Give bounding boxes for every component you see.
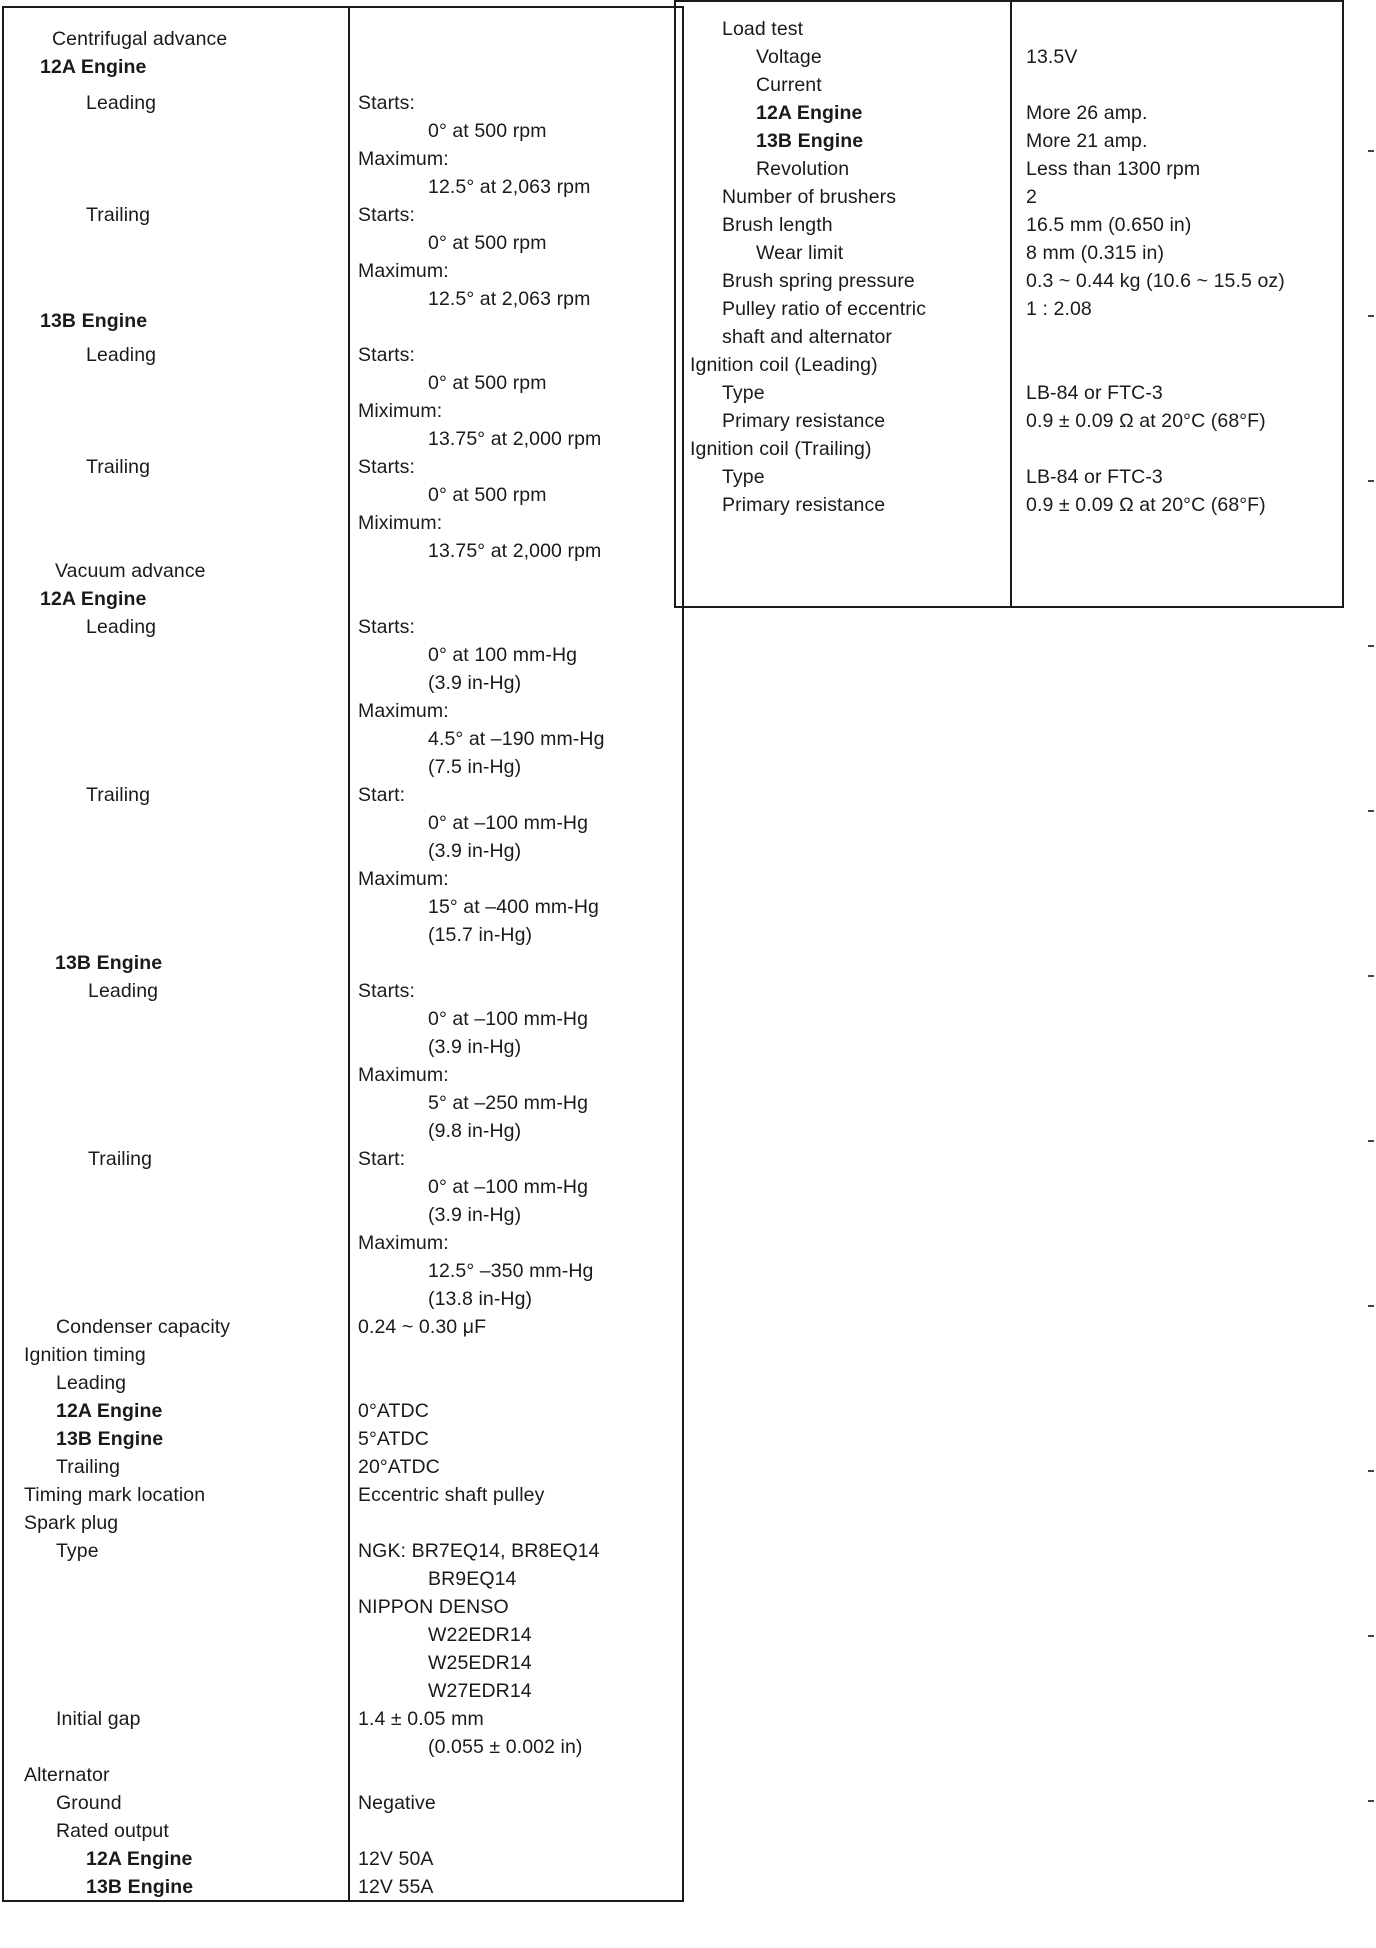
- left-spec-value: Start:: [358, 1148, 406, 1170]
- left-spec-label: Trailing: [86, 784, 151, 806]
- left-spec-value: 0° at 500 rpm: [428, 372, 547, 394]
- right-spec-label: 13B Engine: [756, 130, 864, 152]
- left-spec-value: Maximum:: [358, 700, 449, 722]
- left-spec-label: 13B Engine: [56, 1428, 164, 1450]
- left-spec-value: (15.7 in-Hg): [428, 924, 533, 946]
- left-spec-value: 5°ATDC: [358, 1428, 429, 1450]
- right-spec-value: 8 mm (0.315 in): [1026, 242, 1165, 264]
- right-spec-value: 16.5 mm (0.650 in): [1026, 214, 1192, 236]
- left-spec-value: 15° at –400 mm-Hg: [428, 896, 599, 918]
- right-spec-label: Type: [722, 466, 765, 488]
- left-spec-label: 12A Engine: [56, 1400, 163, 1422]
- left-spec-value: W25EDR14: [428, 1652, 532, 1674]
- right-spec-value: 2: [1026, 186, 1037, 208]
- right-spec-label: Voltage: [756, 46, 822, 68]
- left-spec-label: Trailing: [86, 204, 151, 226]
- right-spec-label: 12A Engine: [756, 102, 863, 124]
- left-spec-value: 13.75° at 2,000 rpm: [428, 540, 602, 562]
- left-spec-value: 0°ATDC: [358, 1400, 429, 1422]
- left-spec-value: 13.75° at 2,000 rpm: [428, 428, 602, 450]
- left-spec-value: 0° at 500 rpm: [428, 232, 547, 254]
- left-spec-value: Maximum:: [358, 148, 449, 170]
- left-spec-value: (9.8 in-Hg): [428, 1120, 522, 1142]
- left-spec-value: NGK: BR7EQ14, BR8EQ14: [358, 1540, 600, 1562]
- right-spec-value: 13.5V: [1026, 46, 1078, 68]
- left-spec-label: Leading: [86, 616, 157, 638]
- left-spec-value: (3.9 in-Hg): [428, 1036, 522, 1058]
- left-spec-value: (13.8 in-Hg): [428, 1288, 533, 1310]
- right-spec-value: More 26 amp.: [1026, 102, 1148, 124]
- left-spec-label: Initial gap: [56, 1708, 141, 1730]
- left-spec-label: Leading: [88, 980, 159, 1002]
- left-spec-value: 12.5° at 2,063 rpm: [428, 176, 591, 198]
- left-spec-value: 0° at 500 rpm: [428, 120, 547, 142]
- left-spec-value: Starts:: [358, 980, 416, 1002]
- left-spec-label: 12A Engine: [40, 588, 147, 610]
- left-spec-value: Maximum:: [358, 260, 449, 282]
- left-spec-value: (0.055 ± 0.002 in): [428, 1736, 583, 1758]
- right-spec-label: Current: [756, 74, 822, 96]
- left-spec-label: Vacuum advance: [55, 560, 206, 582]
- left-spec-value: NIPPON DENSO: [358, 1596, 509, 1618]
- left-spec-label: Spark plug: [24, 1512, 119, 1534]
- left-spec-value: Maximum:: [358, 868, 449, 890]
- left-spec-label: 13B Engine: [86, 1876, 194, 1898]
- right-spec-value: More 21 amp.: [1026, 130, 1148, 152]
- right-spec-label: Brush spring pressure: [722, 270, 915, 292]
- right-spec-value: 0.9 ± 0.09 Ω at 20°C (68°F): [1026, 410, 1266, 432]
- right-spec-label: Revolution: [756, 158, 850, 180]
- left-spec-value: 4.5° at –190 mm-Hg: [428, 728, 605, 750]
- left-spec-value: Miximum:: [358, 400, 443, 422]
- left-spec-value: (3.9 in-Hg): [428, 672, 522, 694]
- left-spec-value: 5° at –250 mm-Hg: [428, 1092, 589, 1114]
- left-spec-value: (3.9 in-Hg): [428, 1204, 522, 1226]
- left-spec-value: Starts:: [358, 344, 416, 366]
- left-table-column-divider: [348, 8, 350, 1900]
- left-spec-label: Condenser capacity: [56, 1316, 231, 1338]
- left-spec-value: Maximum:: [358, 1232, 449, 1254]
- left-spec-value: 0° at –100 mm-Hg: [428, 1008, 589, 1030]
- left-spec-value: Miximum:: [358, 512, 443, 534]
- left-spec-label: 12A Engine: [40, 56, 147, 78]
- right-spec-label: Type: [722, 382, 765, 404]
- left-spec-value: 12V 55A: [358, 1876, 434, 1898]
- right-spec-label: Brush length: [722, 214, 833, 236]
- left-spec-label: Leading: [86, 92, 157, 114]
- left-spec-value: 0° at 500 rpm: [428, 484, 547, 506]
- left-spec-value: 12V 50A: [358, 1848, 434, 1870]
- right-table-column-divider: [1010, 2, 1012, 606]
- right-spec-label: Primary resistance: [722, 494, 886, 516]
- right-spec-label: shaft and alternator: [722, 326, 893, 348]
- right-spec-value: LB-84 or FTC-3: [1026, 466, 1163, 488]
- left-spec-value: Negative: [358, 1792, 436, 1814]
- left-spec-label: 13B Engine: [40, 310, 148, 332]
- left-spec-value: 0° at 100 mm-Hg: [428, 644, 578, 666]
- left-spec-value: (3.9 in-Hg): [428, 840, 522, 862]
- left-spec-value: 0° at –100 mm-Hg: [428, 812, 589, 834]
- left-spec-value: Eccentric shaft pulley: [358, 1484, 545, 1506]
- left-spec-value: 0° at –100 mm-Hg: [428, 1176, 589, 1198]
- left-spec-value: Starts:: [358, 92, 416, 114]
- left-spec-label: 13B Engine: [55, 952, 163, 974]
- left-spec-value: (7.5 in-Hg): [428, 756, 522, 778]
- right-spec-value: LB-84 or FTC-3: [1026, 382, 1163, 404]
- left-spec-value: Start:: [358, 784, 406, 806]
- left-spec-label: 12A Engine: [86, 1848, 193, 1870]
- left-spec-label: Trailing: [88, 1148, 153, 1170]
- left-spec-value: Maximum:: [358, 1064, 449, 1086]
- left-spec-value: W27EDR14: [428, 1680, 532, 1702]
- right-spec-label: Load test: [722, 18, 804, 40]
- left-spec-value: 12.5° –350 mm-Hg: [428, 1260, 594, 1282]
- right-spec-value: 0.3 ~ 0.44 kg (10.6 ~ 15.5 oz): [1026, 270, 1285, 292]
- left-spec-label: Trailing: [56, 1456, 121, 1478]
- left-spec-label: Leading: [56, 1372, 127, 1394]
- left-spec-value: Starts:: [358, 204, 416, 226]
- right-spec-label: Pulley ratio of eccentric: [722, 298, 927, 320]
- left-spec-label: Ignition timing: [24, 1344, 146, 1366]
- right-spec-label: Ignition coil (Trailing): [690, 438, 872, 460]
- left-spec-label: Timing mark location: [24, 1484, 206, 1506]
- right-spec-label: Ignition coil (Leading): [690, 354, 878, 376]
- left-spec-value: 12.5° at 2,063 rpm: [428, 288, 591, 310]
- left-spec-label: Rated output: [56, 1820, 169, 1842]
- left-spec-value: Starts:: [358, 616, 416, 638]
- left-spec-label: Leading: [86, 344, 157, 366]
- left-spec-label: Centrifugal advance: [52, 28, 228, 50]
- right-spec-label: Wear limit: [756, 242, 844, 264]
- left-spec-value: W22EDR14: [428, 1624, 532, 1646]
- left-spec-label: Trailing: [86, 456, 151, 478]
- right-spec-value: 0.9 ± 0.09 Ω at 20°C (68°F): [1026, 494, 1266, 516]
- left-spec-value: 20°ATDC: [358, 1456, 440, 1478]
- left-spec-label: Alternator: [24, 1764, 110, 1786]
- right-spec-label: Primary resistance: [722, 410, 886, 432]
- left-spec-value: 0.24 ~ 0.30 μF: [358, 1316, 487, 1338]
- left-spec-label: Type: [56, 1540, 99, 1562]
- right-spec-value: 1 : 2.08: [1026, 298, 1092, 320]
- left-spec-value: 1.4 ± 0.05 mm: [358, 1708, 484, 1730]
- left-spec-label: Ground: [56, 1792, 122, 1814]
- right-spec-label: Number of brushers: [722, 186, 897, 208]
- right-spec-value: Less than 1300 rpm: [1026, 158, 1201, 180]
- left-spec-value: BR9EQ14: [428, 1568, 517, 1590]
- left-spec-value: Starts:: [358, 456, 416, 478]
